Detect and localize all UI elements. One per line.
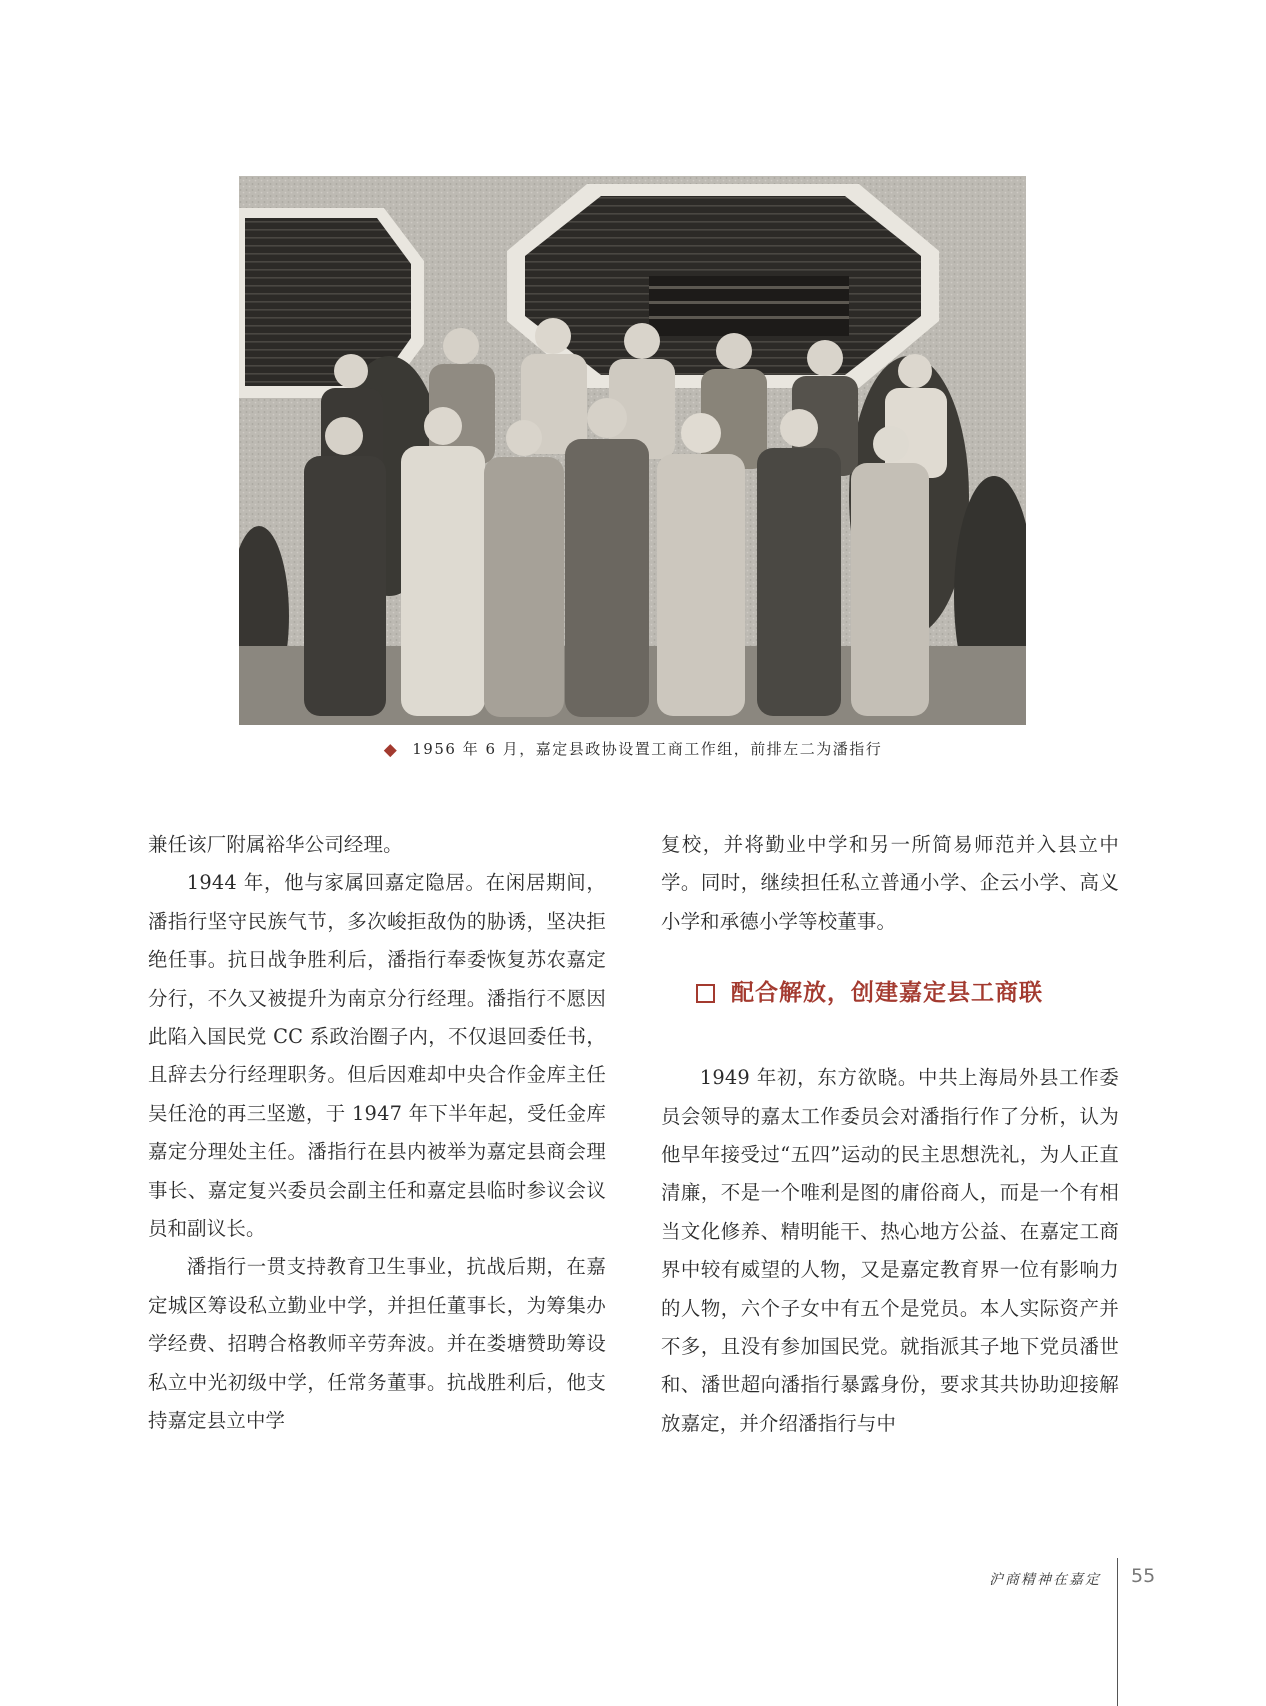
section-title: 配合解放，创建嘉定县工商联 [731, 980, 1043, 1007]
left-column [148, 826, 606, 1441]
paragraph: 兼任该厂附属裕华公司经理。 [148, 833, 403, 856]
paragraph: 复校，并将勤业中学和另一所简易师范并入县立中学。同时，继续担任私立普通小学、企云小学、高义小学和承德小学等校董事。 [661, 833, 1119, 933]
footer-divider [1117, 1558, 1118, 1706]
diamond-bullet-icon: ◆ [383, 740, 399, 760]
historical-group-photo [239, 176, 1026, 725]
photo-caption [0, 738, 1266, 759]
page-number: 55 [1131, 1565, 1156, 1587]
square-bullet-icon [696, 984, 715, 1003]
book-title: 沪商精神在嘉定 [989, 1572, 1101, 1588]
paragraph: 1949 年初，东方欲晓。中共上海局外县工作委员会领导的嘉太工作委员会对潘指行作了分析，认为他早年接受过“五四”运动的民主思想洗礼，为人正直清廉，不是一个唯利是图的庸俗商人，而是一个有相当文化修养、精明能干、热心地方公益、在嘉定工商界中较有威望的人物，又是嘉定教育界一位有影响力的人物，六个子女中有五个是党员。本人实际资产并不多，且没有参加国民党。就指派其子地下党员潘世和、潘世超向潘指行暴露身份，要求其共协助迎接解放嘉定，并介绍潘指行与中 [661, 1066, 1119, 1435]
right-column [661, 826, 1119, 1443]
paragraph: 1944 年，他与家属回嘉定隐居。在闲居期间，潘指行坚守民族气节，多次峻拒敌伪的胁诱，坚决拒绝任事。抗日战争胜利后，潘指行奉委恢复苏农嘉定分行，不久又被提升为南京分行经理。潘指行不愿因此陷入国民党 CC 系政治圈子内，不仅退回委任书，且辞去分行经理职务。但后因难却中央合作金库主任吴任沧的再三坚邀，于 1947 年下半年起，受任金库嘉定分理处主任。潘指行在县内被举为嘉定县商会理事长、嘉定复兴委员会副主任和嘉定县临时参议会议员和副议长。 [148, 871, 606, 1241]
section-heading [661, 967, 1119, 1019]
paragraph: 潘指行一贯支持教育卫生事业，抗战后期，在嘉定城区筹设私立勤业中学，并担任董事长，为筹集办学经费、招聘合格教师辛劳奔波。并在娄塘赞助筹设私立中光初级中学，任常务董事。抗战胜利后，他支持嘉定县立中学 [148, 1255, 606, 1433]
caption-text: 1956 年 6 月，嘉定县政协设置工商工作组，前排左二为潘指行 [412, 740, 883, 758]
